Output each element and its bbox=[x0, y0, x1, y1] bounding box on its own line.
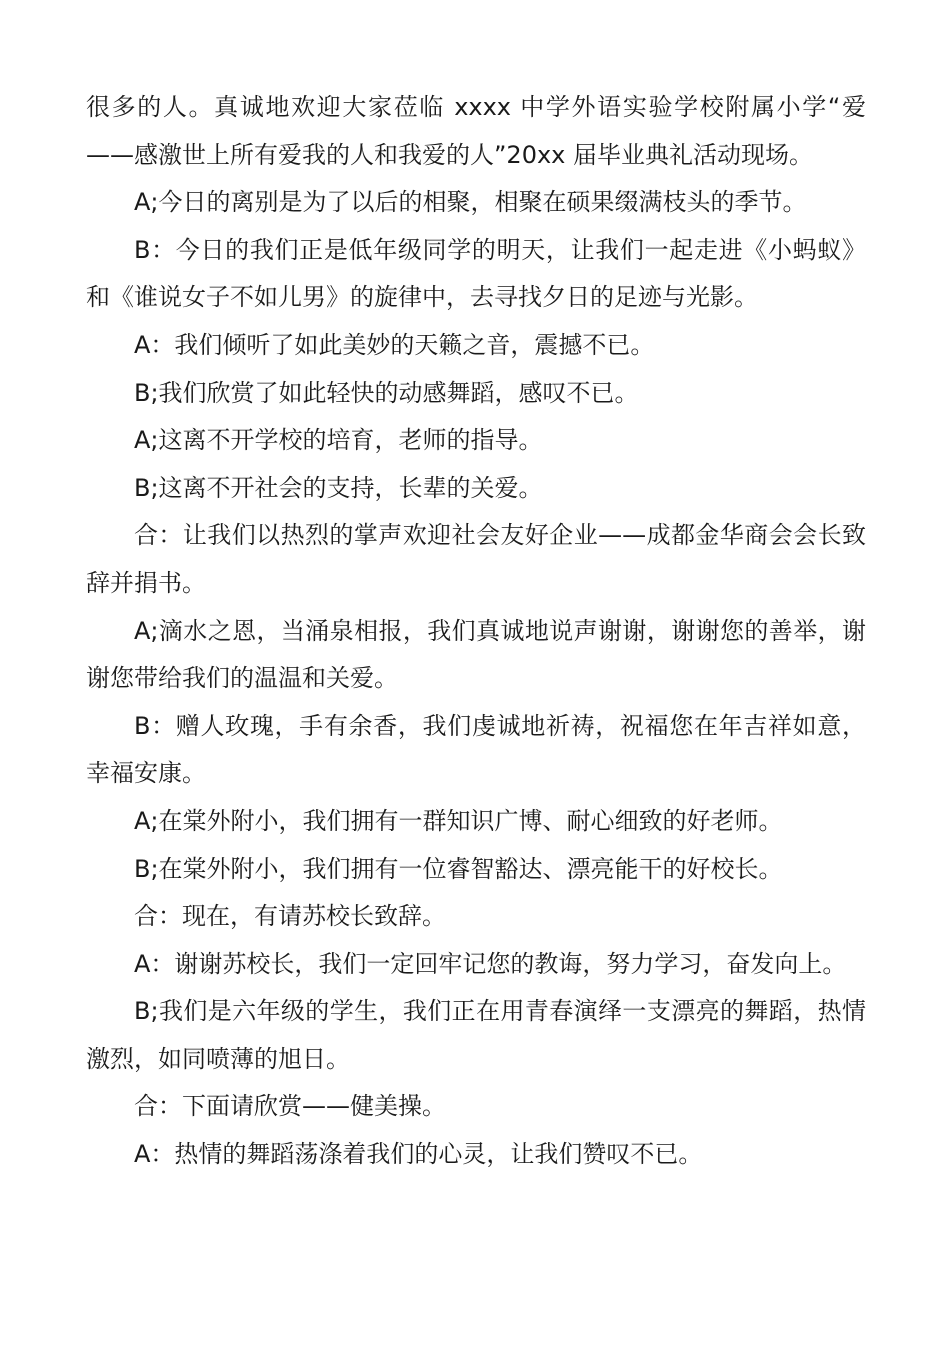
paragraph: A;这离不开学校的培育，老师的指导。 bbox=[134, 426, 543, 455]
paragraph: B：今日的我们正是低年级同学的明天，让我们一起走进《小蚂蚁》和《谁说女子不如儿男》的旋律中，去寻找夕日的足迹与光影。 bbox=[86, 235, 866, 312]
paragraph: 合：让我们以热烈的掌声欢迎社会友好企业——成都金华商会会长致辞并捐书。 bbox=[86, 521, 866, 597]
paragraph: A：热情的舞蹈荡涤着我们的心灵，让我们赞叹不已。 bbox=[134, 1140, 703, 1169]
paragraph: 合：下面请欣赏——健美操。 bbox=[134, 1092, 446, 1121]
paragraph: 合：现在，有请苏校长致辞。 bbox=[134, 902, 446, 931]
paragraph: B;这离不开社会的支持，长辈的关爱。 bbox=[134, 473, 543, 502]
paragraph: A;今日的离别是为了以后的相聚，相聚在硕果缀满枝头的季节。 bbox=[134, 188, 807, 217]
paragraph: A;在棠外附小，我们拥有一群知识广博、耐心细致的好老师。 bbox=[134, 806, 783, 835]
paragraph-continuation: 很多的人。真诚地欢迎大家莅临 xxxx 中学外语实验学校附属小学“爱——感激世上所有爱我的人和我爱的人”20xx 届毕业典礼活动现场。 bbox=[86, 93, 866, 169]
paragraph: B：赠人玫瑰，手有余香，我们虔诚地祈祷，祝福您在年吉祥如意，幸福安康。 bbox=[86, 711, 866, 788]
paragraph: A;滴水之恩，当涌泉相报，我们真诚地说声谢谢，谢谢您的善举，谢谢您带给我们的温温和关爱。 bbox=[86, 616, 866, 693]
paragraph: B;我们欣赏了如此轻快的动感舞蹈，感叹不已。 bbox=[134, 378, 639, 407]
paragraph: A：谢谢苏校长，我们一定回牢记您的教诲，努力学习，奋发向上。 bbox=[134, 949, 847, 978]
paragraph: B;我们是六年级的学生，我们正在用青春演绎一支漂亮的舞蹈，热情激烈，如同喷薄的旭日。 bbox=[86, 997, 866, 1073]
paragraph: B;在棠外附小，我们拥有一位睿智豁达、漂亮能干的好校长。 bbox=[134, 854, 783, 883]
document-body bbox=[86, 84, 866, 1179]
paragraph: A：我们倾听了如此美妙的天籁之音，震撼不已。 bbox=[134, 330, 655, 359]
